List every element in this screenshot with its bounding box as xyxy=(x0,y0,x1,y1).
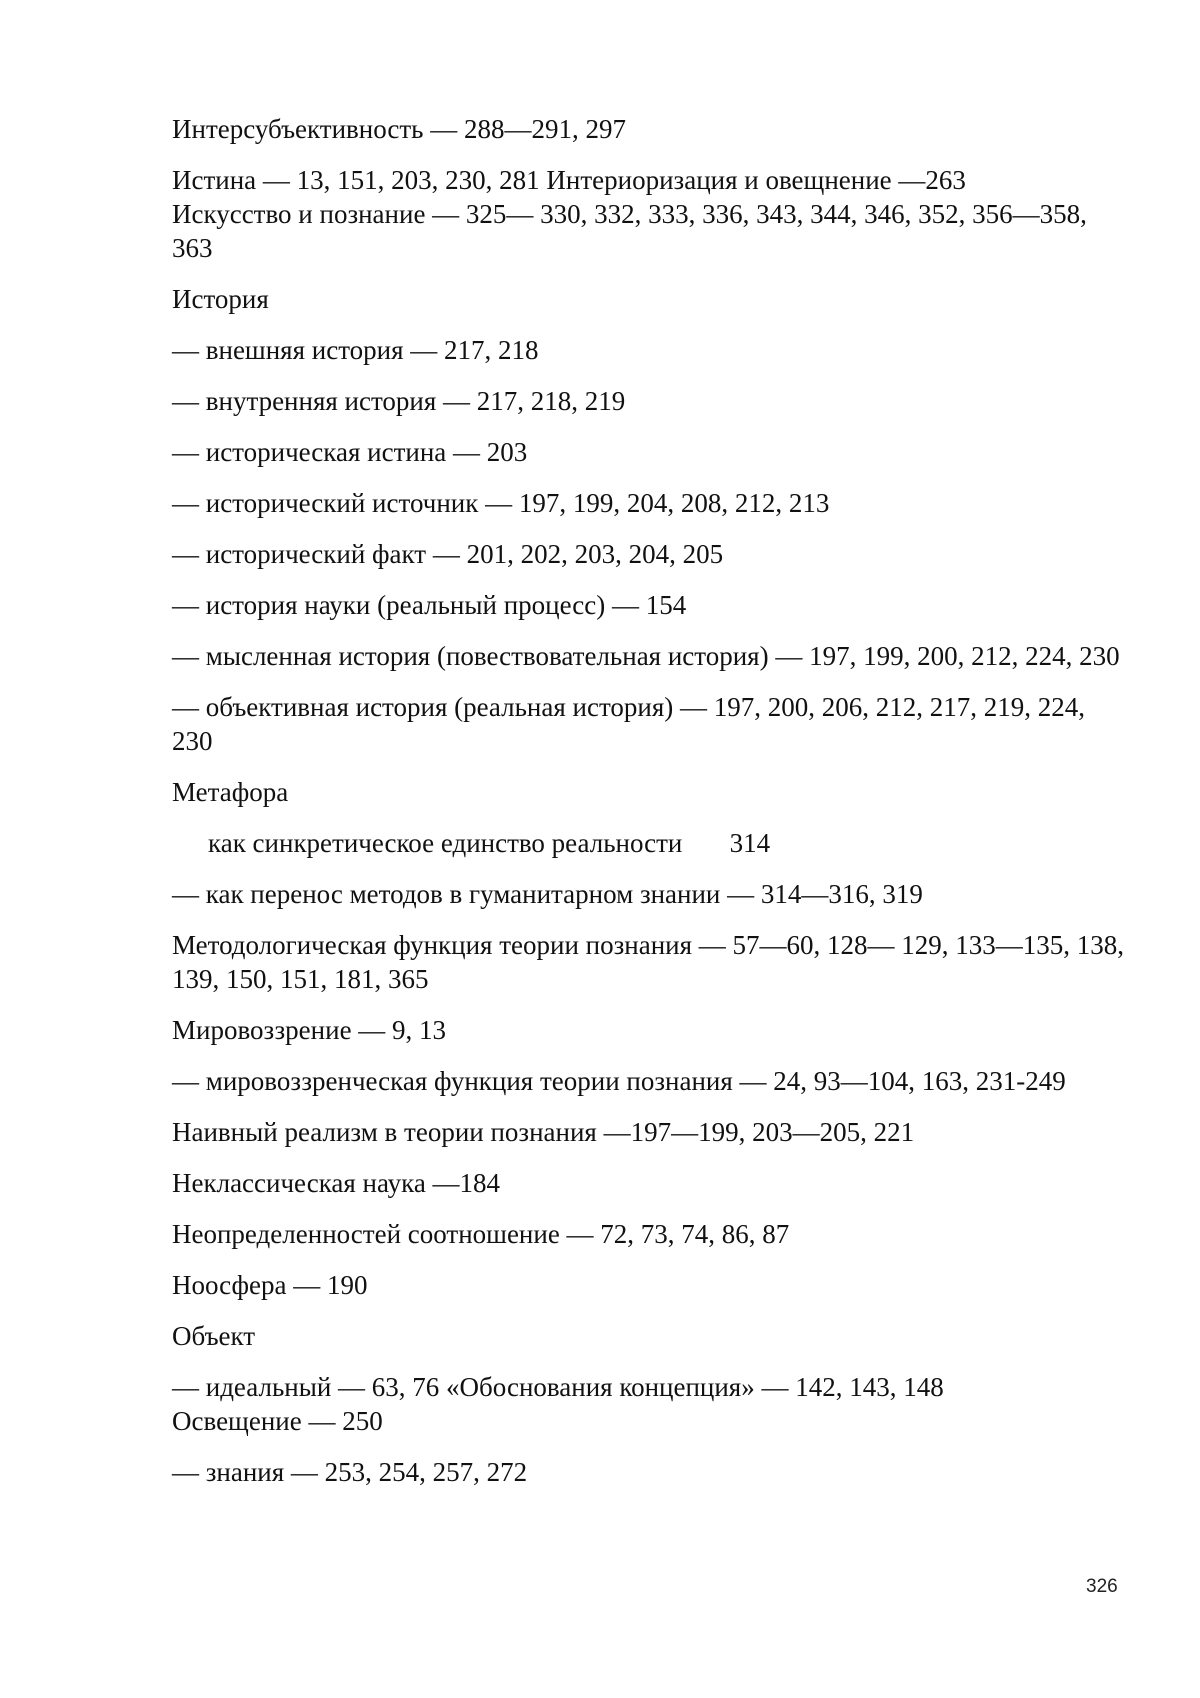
index-entry: Освещение — 250 xyxy=(172,1406,383,1436)
index-subentry: — мировоззренческая функция теории познания — 24, 93—104, 163, 231-249 xyxy=(172,1066,1066,1096)
index-subentry: — идеальный — 63, 76 «Обоснования концепция» — 142, 143, 148 xyxy=(172,1372,944,1402)
index-entry: Неклассическая наука —184 xyxy=(172,1168,501,1198)
index-subentry: — история науки (реальный процесс) — 154 xyxy=(172,590,687,620)
index-subentry: — исторический источник — 197, 199, 204, 208, 212, 213 xyxy=(172,488,830,518)
index-subentry: — знания — 253, 254, 257, 272 xyxy=(172,1457,528,1487)
index-subentry: — внешняя история — 217, 218 xyxy=(172,335,539,365)
index-subentry: — мысленная история (повествовательная история) — 197, 199, 200, 212, 224, 230 xyxy=(172,641,1120,671)
index-subentry: — как перенос методов в гуманитарном знании — 314—316, 319 xyxy=(172,879,923,909)
index-entry: Интерсубъективность — 288—291, 297 xyxy=(172,114,626,144)
index-entry: Истина — 13, 151, 203, 230, 281 Интериоризация и овещнение —263 xyxy=(172,165,966,195)
index-entry: Ноосфера — 190 xyxy=(172,1270,368,1300)
index-subentry: — исторический факт — 201, 202, 203, 204, 205 xyxy=(172,539,724,569)
index-subentry: — внутренняя история — 217, 218, 219 xyxy=(172,386,626,416)
index-subentry: как синкретическое единство реальности 314 xyxy=(208,828,771,858)
subject-index xyxy=(172,112,1132,1506)
index-entry: Объект xyxy=(172,1321,256,1351)
index-subentry: — объективная история (реальная история) — 197, 200, 206, 212, 217, 219, 224, 230 xyxy=(172,692,1086,756)
index-entry: Неопределенностей соотношение — 72, 73, 74, 86, 87 xyxy=(172,1219,790,1249)
index-entry: История xyxy=(172,284,269,314)
index-entry: Методологическая функция теории познания — 57—60, 128— 129, 133—135, 138, 139, 150, 151, 181, 365 xyxy=(172,930,1125,994)
index-entry: Метафора xyxy=(172,777,289,807)
index-entry: Искусство и познание — 325— 330, 332, 333, 336, 343, 344, 346, 352, 356—358, 363 xyxy=(172,199,1087,263)
index-entry: Мировоззрение — 9, 13 xyxy=(172,1015,447,1045)
index-subentry: — историческая истина — 203 xyxy=(172,437,528,467)
index-entry: Наивный реализм в теории познания —197—199, 203—205, 221 xyxy=(172,1117,915,1147)
page-number: 326 xyxy=(1086,1576,1118,1597)
